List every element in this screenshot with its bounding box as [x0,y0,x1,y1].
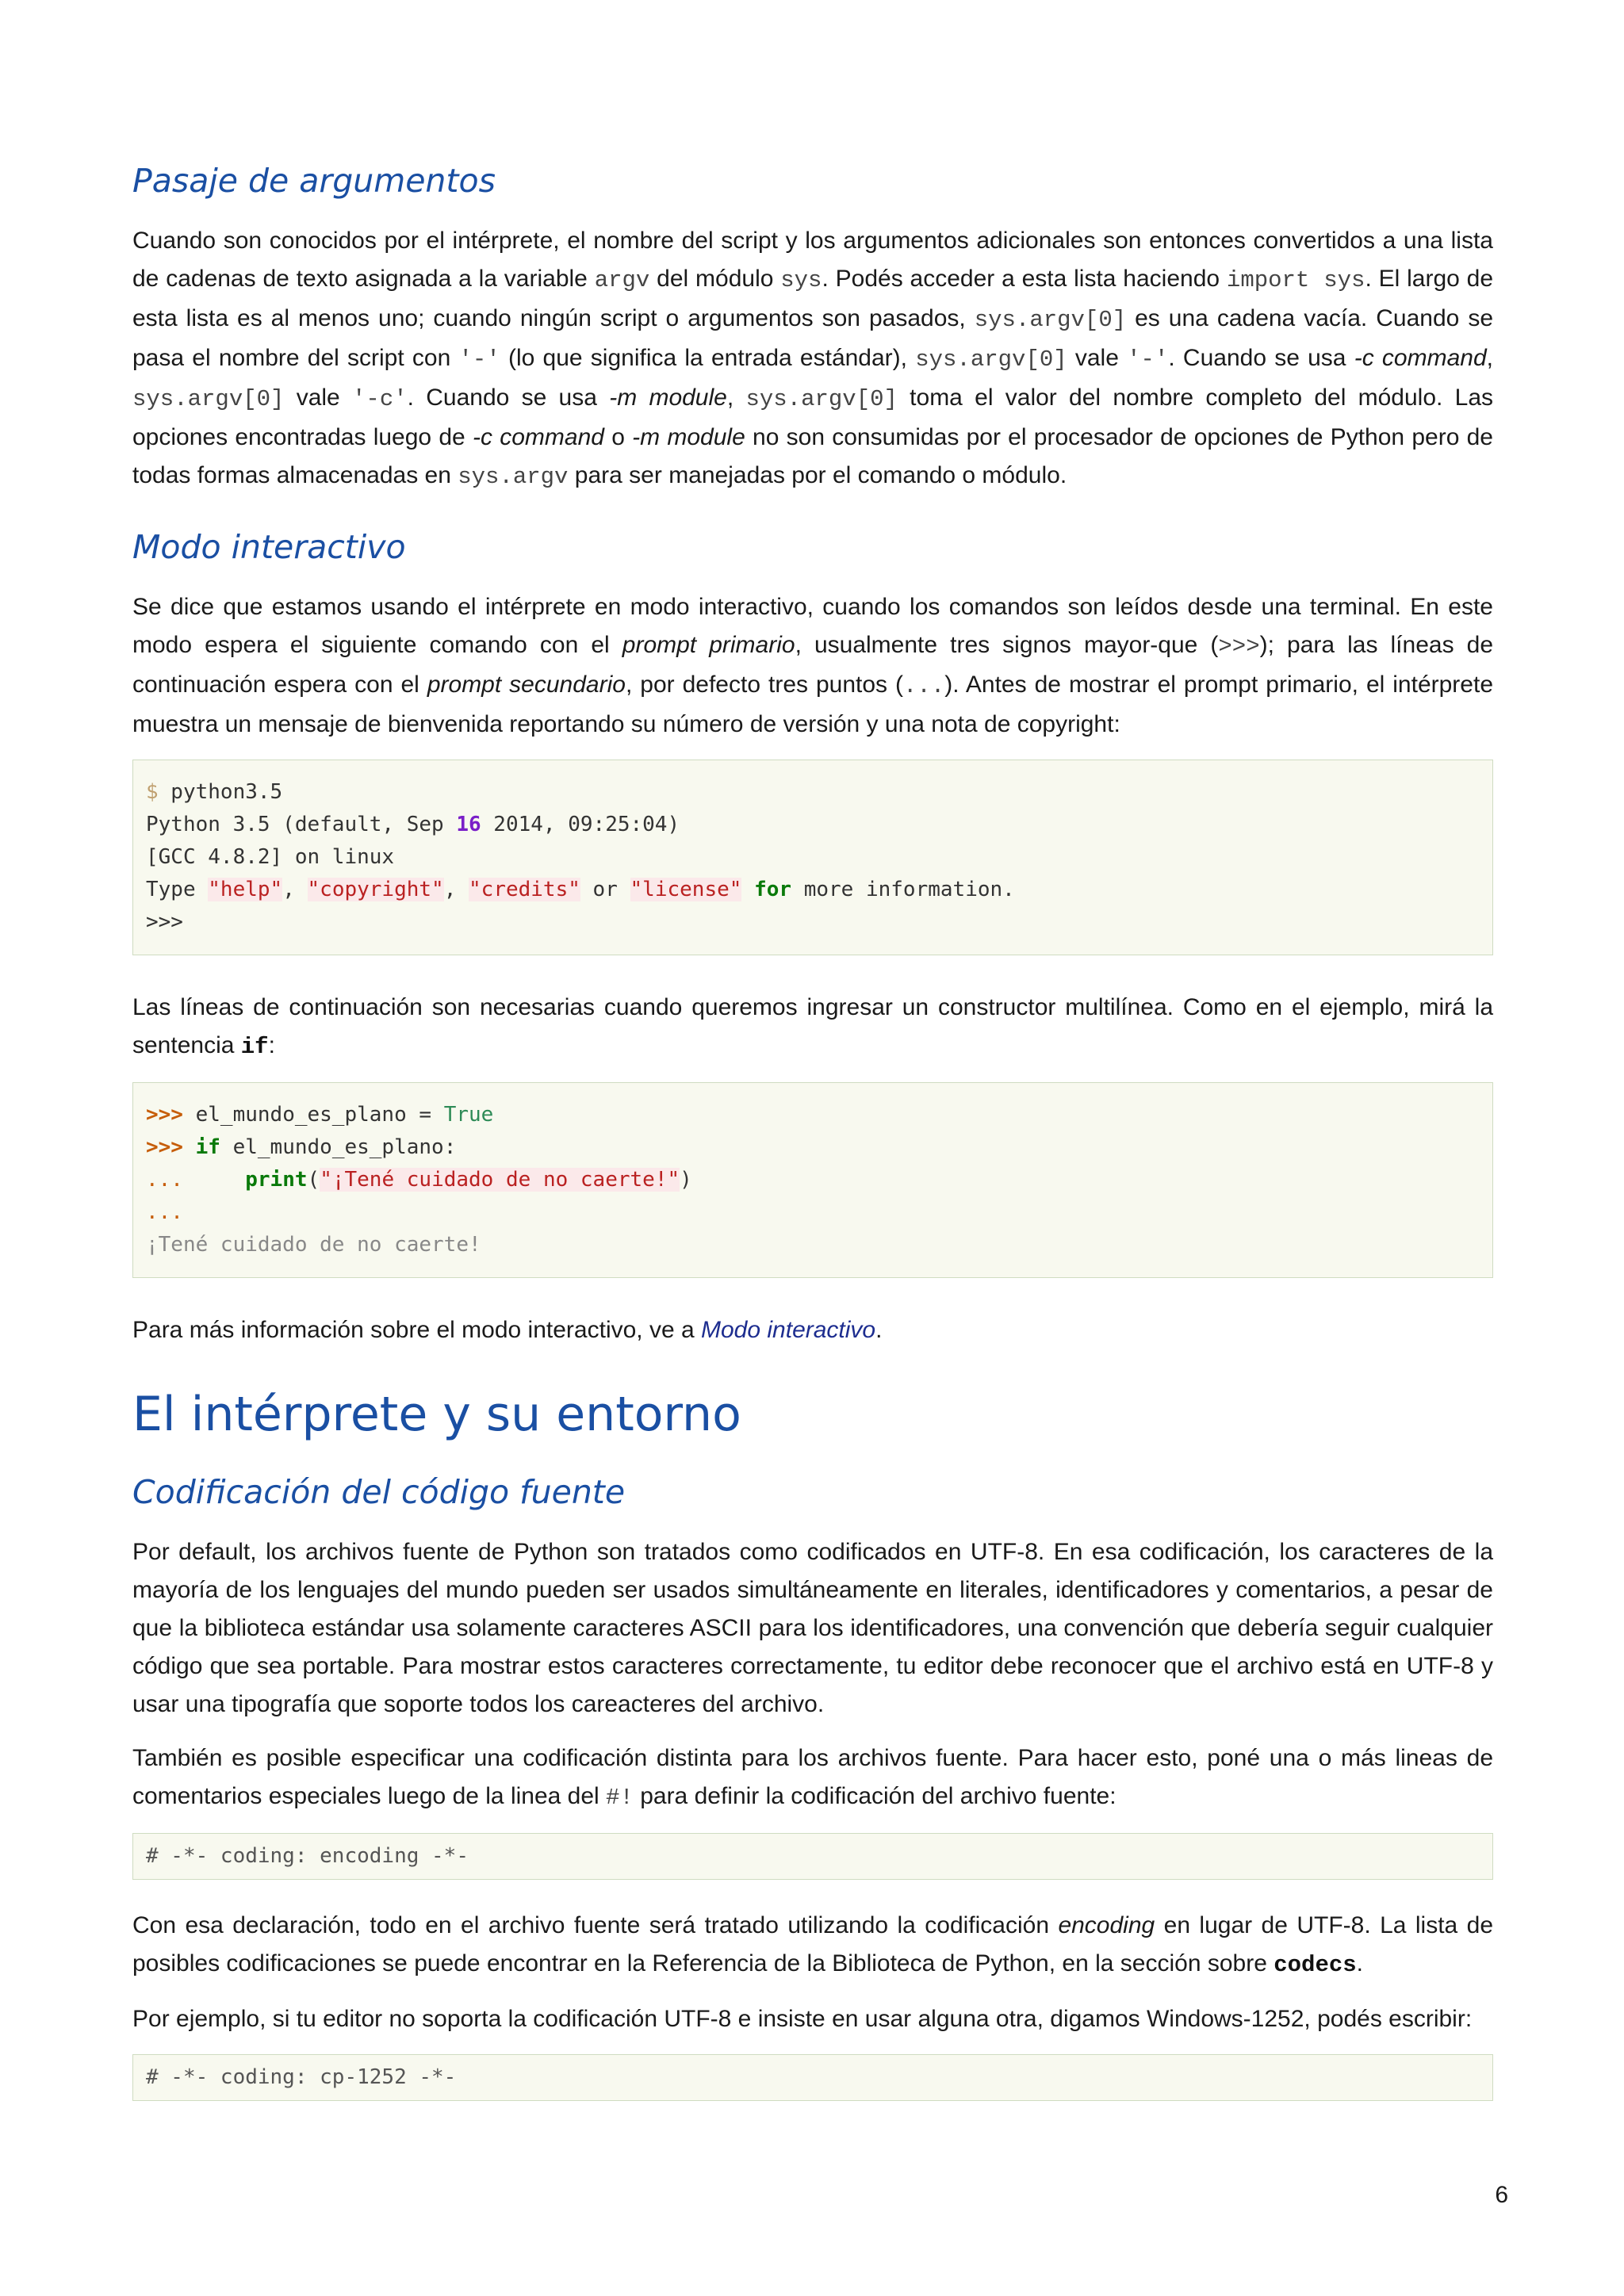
code-block-if-example: >>> el_mundo_es_plano = True >>> if el_mundo_es_plano: ... print("¡Tené cuidado de no caerte!") ... ¡Tené cuidado de no caerte! [132,1082,1493,1278]
heading-interprete-entorno: El intérprete y su entorno [132,1387,741,1442]
heading-pasaje-de-argumentos: Pasaje de argumentos [132,162,496,200]
paragraph-continuacion: Las líneas de continuación son necesarias cuando queremos ingresar un constructor multilínea. Como en el ejemplo, mirá la sentencia if: [132,994,1493,1060]
code-block-python-banner: $ python3.5 Python 3.5 (default, Sep 16 2014, 09:25:04) [GCC 4.8.2] on linux Type "help", "copyright", "credits" or "license" for more information. >>> [132,760,1493,955]
paragraph-modo-interactivo: Se dice que estamos usando el intérprete en modo interactivo, cuando los comandos son leídos desde una terminal. En este modo espera el siguiente comando con el prompt primario, usualmente tres signos mayor-que (>>>); para las líneas de continuación espera con el prompt secundario, por defecto tres puntos (...). Antes de mostrar el prompt primario, el intérprete muestra un mensaje de bienvenida reportando su número de versión y una nota de copyright: [132,594,1494,737]
link-modo-interactivo[interactable]: Modo interactivo [701,1317,876,1343]
document-page [132,159,1493,2134]
paragraph-codificacion-2: También es posible especificar una codificación distinta para los archivos fuente. Para hacer esto, poné una o más lineas de comentarios especiales luego de la linea del #! para definir la codificación del archivo fuente: [132,1745,1493,1811]
paragraph-mas-informacion: Para más información sobre el modo interactivo, ve a Modo interactivo. [132,1317,883,1343]
code-block-coding-cp1252: # -*- coding: cp-1252 -*- [132,2054,1493,2101]
paragraph-codificacion-1: Por default, los archivos fuente de Python son tratados como codificados en UTF-8. En esa codificación, los caracteres de la mayoría de los lenguajes del mundo pueden ser usados simultáneamente en literales, identificadores y comentarios, a pesar de que la biblioteca estándar usa solamente caracteres ASCII para los identificadores, una convención que debería seguir cualquier código que sea portable. Para mostrar estos caracteres correctamente, tu editor debe reconocer que el archivo está en UTF-8 y usar una tipografía que soporte todos los careacteres del archivo. [132,1539,1493,1717]
page-number: 6 [1495,2182,1508,2208]
paragraph-codificacion-3: Con esa declaración, todo en el archivo fuente será tratado utilizando la codificación encoding en lugar de UTF-8. La lista de posibles codificaciones se puede encontrar en la Referencia de la Biblioteca de Python, en la sección sobre codecs. [132,1912,1493,1978]
heading-codificacion: Codificación del código fuente [132,1473,626,1511]
paragraph-codificacion-4: Por ejemplo, si tu editor no soporta la codificación UTF-8 e insiste en usar alguna otra, digamos Windows-1252, podés escribir: [132,2006,1473,2032]
paragraph-argumentos: Cuando son conocidos por el intérprete, el nombre del script y los argumentos adicionales son entonces convertidos a una lista de cadenas de texto asignada a la variable argv del módulo sys. Podés acceder a esta lista haciendo import sys. El largo de esta lista es al menos uno; cuando ningún script o argumentos son pasados, sys.argv[0] es una cadena vacía. Cuando se pasa el nombre del script con '-' (lo que significa la entrada estándar), sys.argv[0] vale '-'. Cuando se usa -c command, sys.argv[0] vale '-c'. Cuando se usa -m module, sys.argv[0] toma el valor del nombre completo del módulo. Las opciones encontradas luego de -c command o -m module no son consumidas por el procesador de opciones de Python pero de todas formas almacenadas en sys.argv para ser manejadas por el comando o módulo. [132,228,1494,490]
heading-modo-interactivo: Modo interactivo [132,528,406,566]
code-block-coding-encoding: # -*- coding: encoding -*- [132,1833,1493,1880]
